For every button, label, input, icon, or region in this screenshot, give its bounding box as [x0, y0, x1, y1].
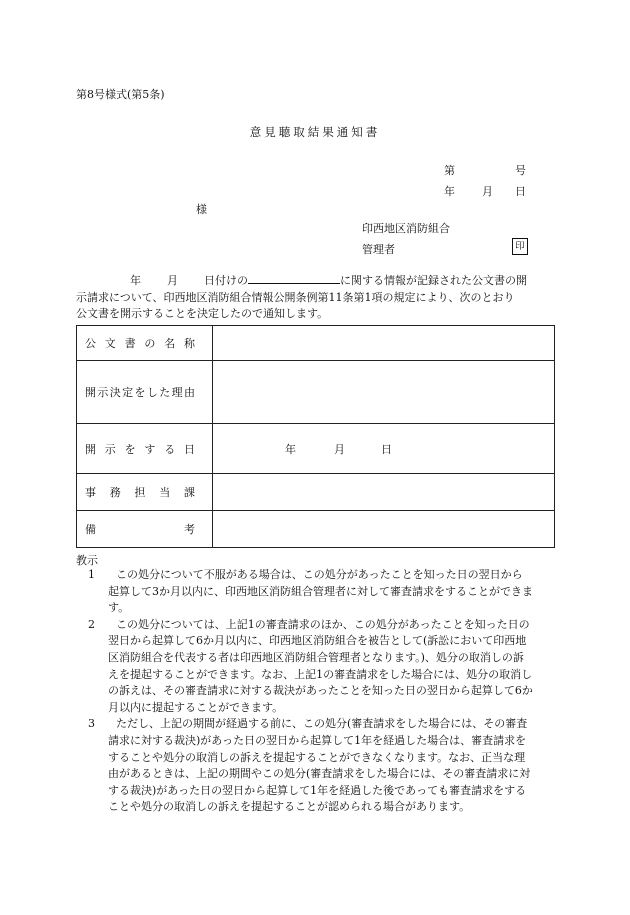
- label-char: を: [134, 386, 146, 399]
- intro-month: 月: [167, 274, 178, 287]
- instruction-line: この処分について不服がある場合は、この処分があったことを知った日の翌日から: [116, 568, 523, 581]
- instruction-text: [108, 617, 558, 717]
- instruction-line: 区消防組合を代表する者は印西地区消防組合管理者となります。)、処分の取消しの訴: [108, 650, 524, 664]
- instruction-item: [76, 617, 558, 717]
- instruction-line: この処分については、上記1の審査請求のほか、この処分があったことを知った日の: [116, 617, 530, 631]
- label-char: た: [159, 386, 171, 399]
- table-row: [77, 511, 555, 548]
- label-char: 書: [124, 337, 136, 350]
- document-title: 意見聴取結果通知書: [249, 125, 381, 139]
- reason-field[interactable]: [213, 361, 555, 424]
- instruction-line: の訴えは、その審査請求に対する裁決があったことを知った日の翌日から起算して6か: [108, 684, 533, 698]
- label-char: す: [144, 442, 156, 456]
- number-suffix: 号: [515, 164, 526, 177]
- instruction-line: 翌日から起算して6か月以内に、印西地区消防組合を被告として(訴訟において印西地: [108, 634, 527, 648]
- instruction-line: する裁決)があった日の翌日から起算して1年を経過した後であっても審査請求をする: [108, 783, 527, 797]
- form-number: 第8号様式(第5条): [76, 88, 165, 101]
- row-label-remarks: [77, 511, 213, 548]
- label-char: 示: [104, 442, 116, 456]
- instruction-line: 由があるときは、上記の期間やこの処分(審査請求をした場合には、その審査請求に対: [108, 767, 531, 781]
- label-char: 理: [171, 386, 183, 399]
- row-label-reason: [77, 361, 213, 424]
- document-name-field[interactable]: [213, 326, 555, 361]
- label-char: 公: [85, 337, 96, 350]
- instruction-line: 起算して3か月以内に、印西地区消防組合管理者に対して審査請求をすることができま: [108, 584, 533, 598]
- intro-date-suffix: 日付けの: [204, 274, 248, 287]
- label-char: 課: [184, 486, 195, 499]
- instructions-list: [76, 567, 558, 816]
- instruction-number: 2: [88, 617, 95, 631]
- label-char: 日: [183, 442, 195, 456]
- instruction-line: 月以内に提起することができます。: [108, 700, 284, 714]
- row-label-text: [85, 335, 195, 351]
- instruction-item: [76, 716, 558, 816]
- department-field[interactable]: [213, 474, 555, 511]
- instruction-text: [108, 567, 558, 617]
- instructions-heading: 教示: [76, 554, 98, 567]
- disclosure-year: 年: [285, 442, 296, 456]
- intro-year: 年: [130, 274, 141, 287]
- label-char: 事: [85, 486, 96, 499]
- disclosure-month: 月: [334, 442, 345, 456]
- label-char: 示: [97, 386, 109, 399]
- table-row: [77, 326, 555, 361]
- date-year-label: 年: [444, 185, 455, 198]
- label-char: 考: [184, 523, 195, 536]
- label-char: 開: [85, 442, 96, 456]
- row-label-text: [85, 441, 195, 457]
- disclosure-table: [76, 325, 555, 548]
- label-char: を: [124, 442, 136, 456]
- label-char: 当: [159, 486, 171, 499]
- disclosure-day: 日: [381, 442, 392, 456]
- row-label-department: [77, 474, 213, 511]
- instruction-line: えを提起することができます。なお、上記1の審査請求をした場合には、処分の取消し: [108, 667, 533, 681]
- instruction-line: ことや処分の取消しの訴えを提起することが認められる場合があります。: [108, 800, 471, 814]
- date-month-label: 月: [482, 185, 493, 198]
- label-char: 称: [183, 337, 195, 350]
- row-label-text: [85, 521, 195, 537]
- label-char: 務: [109, 486, 121, 499]
- table-row: [77, 474, 555, 511]
- intro-line3: 公文書を開示することを決定したので通知します。: [76, 307, 329, 320]
- label-char: 文: [104, 337, 116, 350]
- instruction-number: 3: [88, 717, 95, 731]
- label-char: 由: [184, 386, 195, 399]
- organization-name: 印西地区消防組合: [362, 222, 450, 235]
- addressee-honorific: 様: [196, 203, 207, 216]
- instruction-line: 請求に対する裁決)があった日の翌日から起算して1年を経過した場合は、審査請求を: [108, 733, 527, 747]
- manager-title: 管理者: [362, 243, 395, 256]
- label-char: 名: [164, 337, 176, 350]
- label-char: 決: [109, 386, 121, 399]
- label-char: の: [144, 337, 156, 350]
- row-label-disclosure-date: [77, 424, 213, 474]
- row-label-text: [85, 484, 195, 500]
- row-label-text: [85, 384, 195, 400]
- row-label-document-name: [77, 326, 213, 361]
- intro-line2: 示請求について、印西地区消防組合情報公開条例第11条第1項の規定により、次のとおり: [76, 290, 515, 304]
- label-char: 備: [85, 523, 96, 536]
- instruction-line: することや処分の取消しの訴えを提起することができなくなります。なお、正当な理: [108, 750, 526, 764]
- table-row: [77, 424, 555, 474]
- number-prefix: 第: [444, 164, 455, 177]
- date-day-label: 日: [515, 185, 526, 198]
- subject-underline: [248, 272, 340, 284]
- instruction-number: 1: [88, 568, 95, 581]
- disclosure-date-field[interactable]: [213, 424, 555, 474]
- intro-line1: に関する情報が記録された公文書の開: [340, 274, 527, 287]
- remarks-field[interactable]: [213, 511, 555, 548]
- table-row: [77, 361, 555, 424]
- instruction-item: [76, 567, 558, 617]
- label-char: る: [164, 442, 176, 456]
- label-char: し: [146, 386, 158, 399]
- instruction-line: ただし、上記の期間が経過する前に、この処分(審査請求をした場合には、その審査: [116, 717, 528, 731]
- label-char: 担: [134, 486, 146, 499]
- label-char: 開: [85, 386, 96, 399]
- label-char: 定: [122, 386, 134, 399]
- seal-mark: 印: [512, 238, 528, 255]
- instruction-text: [108, 716, 558, 816]
- instruction-line: す。: [108, 601, 130, 615]
- intro-paragraph: [76, 272, 558, 323]
